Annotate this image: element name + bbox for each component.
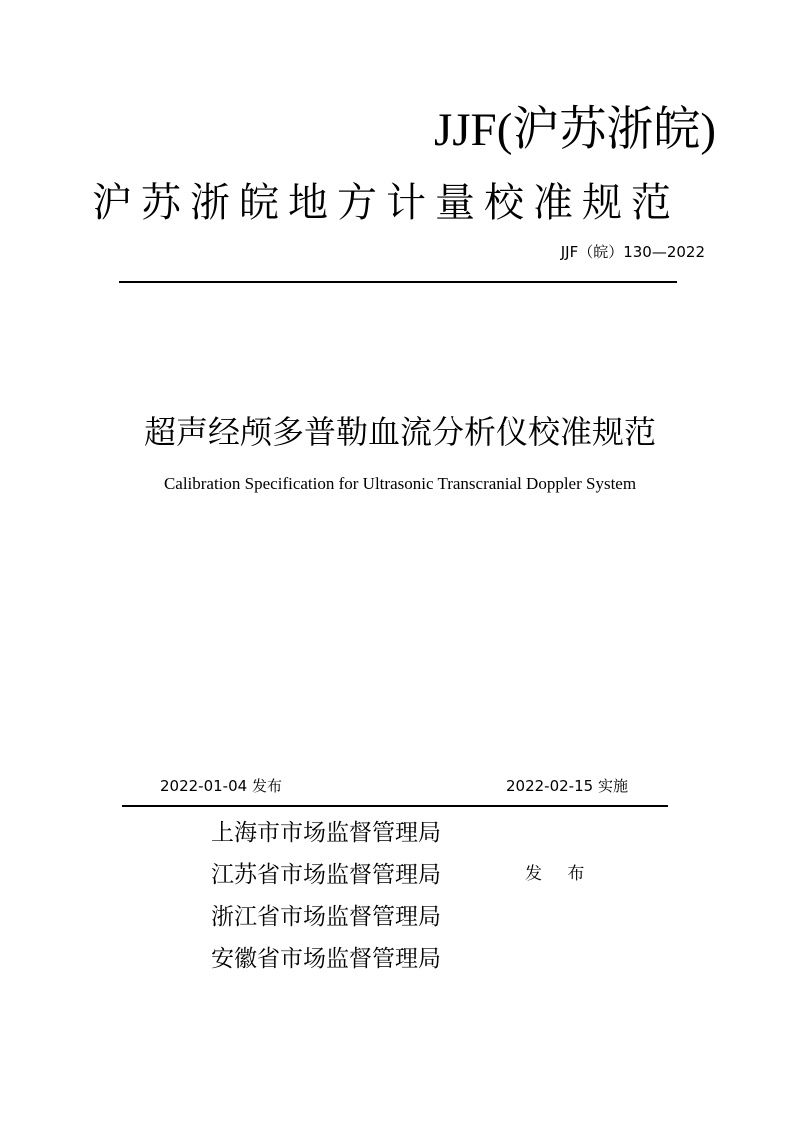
issuer-zhejiang: 浙江省市场监督管理局 — [211, 904, 441, 930]
document-title-chinese: 超声经颅多普勒血流分析仪校准规范 — [143, 413, 656, 451]
publish-label: 发 布 — [525, 864, 595, 884]
bottom-divider — [122, 805, 668, 807]
issuer-list — [211, 812, 441, 980]
issue-date: 2022-01-04 发布 — [160, 777, 282, 795]
document-title-english: Calibration Specification for Ultrasonic Transcranial Doppler System — [163, 474, 637, 493]
top-divider — [119, 281, 677, 283]
effective-date: 2022-02-15 实施 — [506, 777, 628, 795]
series-name: 沪苏浙皖地方计量校准规范 — [92, 180, 680, 226]
issuer-anhui: 安徽省市场监督管理局 — [211, 946, 441, 972]
document-number: JJF（皖）130—2022 — [560, 243, 705, 261]
issuer-jiangsu: 江苏省市场监督管理局 — [211, 862, 441, 888]
series-code: JJF(沪苏浙皖) — [433, 104, 716, 156]
issuer-shanghai: 上海市市场监督管理局 — [211, 820, 441, 846]
